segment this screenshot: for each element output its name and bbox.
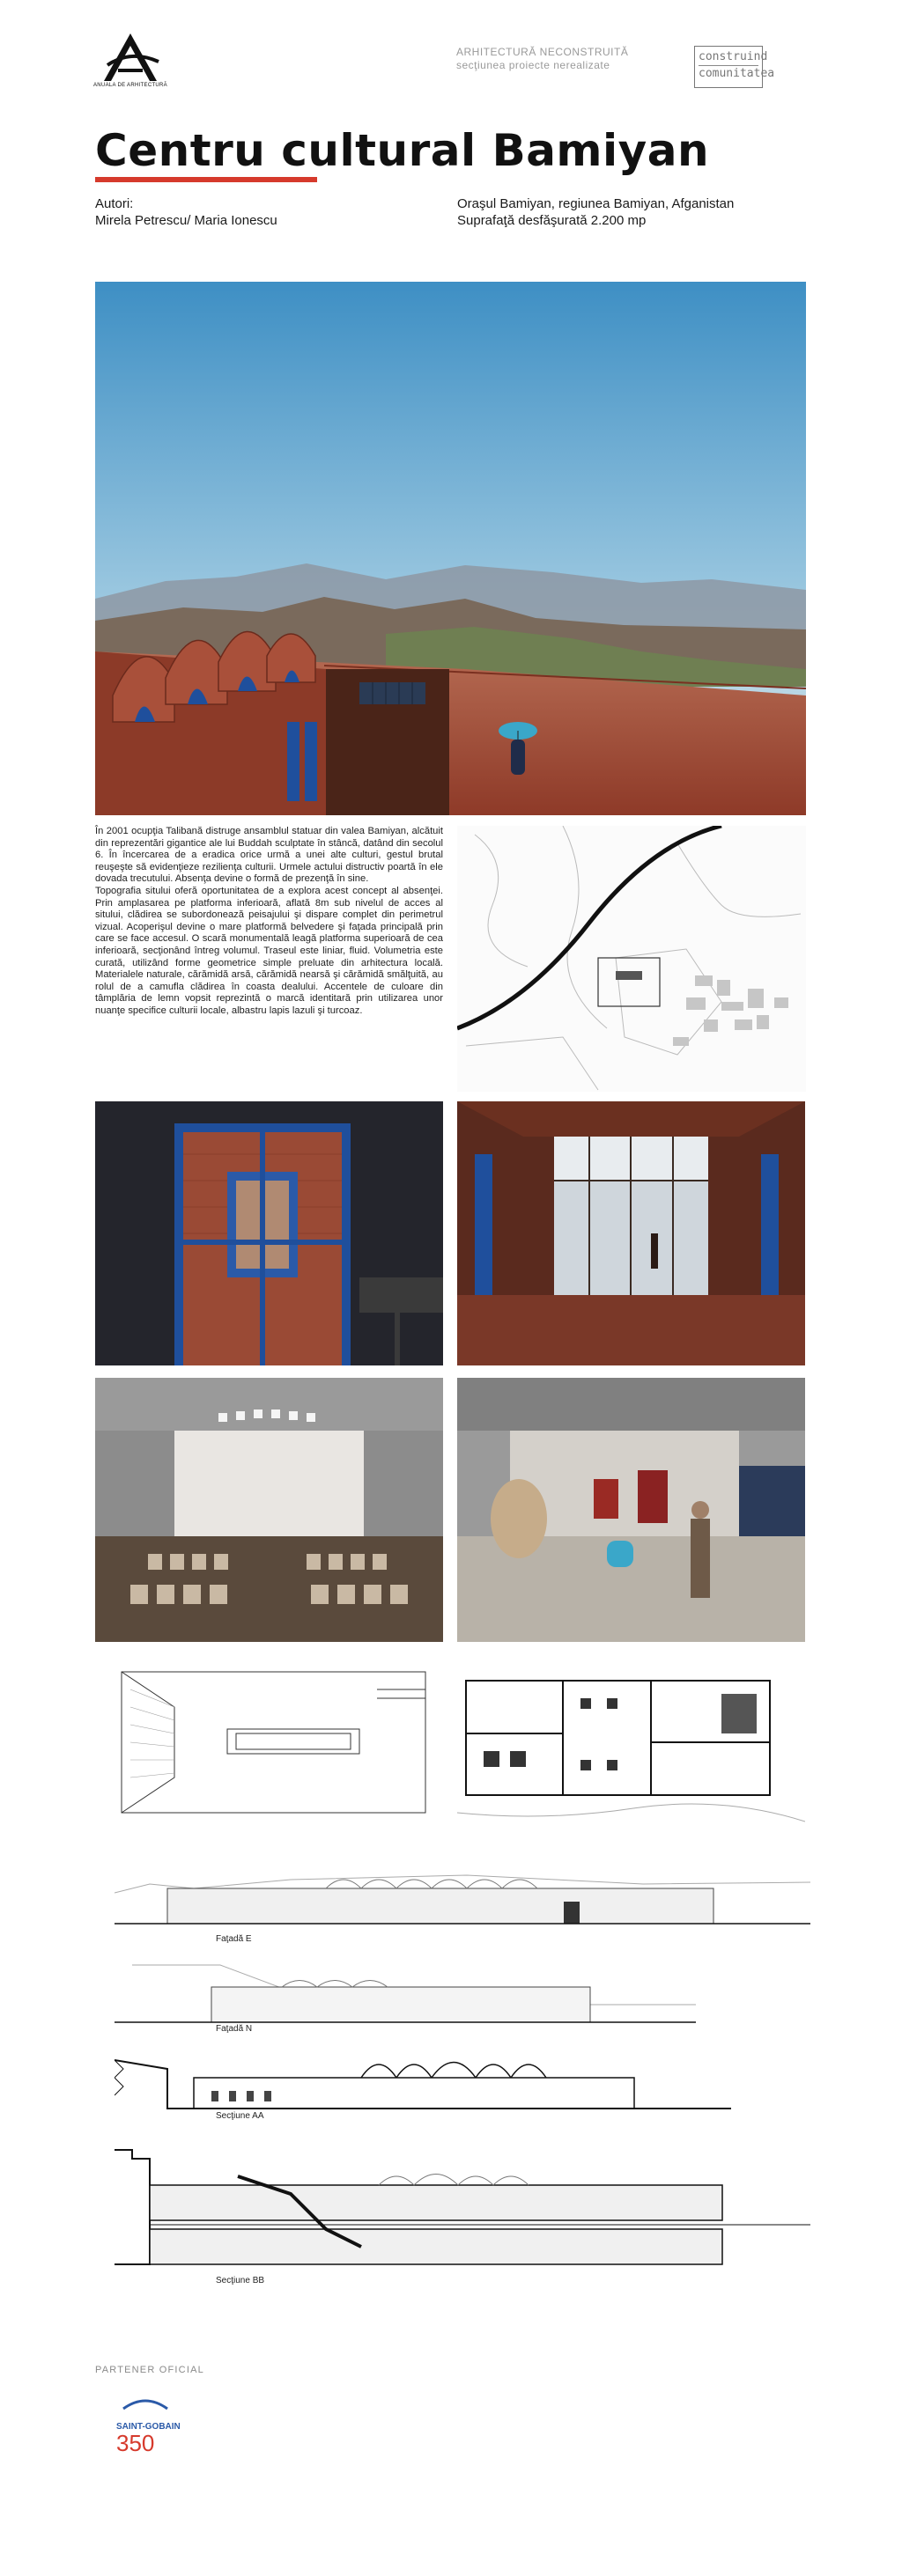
partner-label: PARTENER OFICIAL (95, 2365, 204, 2375)
interior-render-courtyard (457, 1101, 805, 1365)
section-line-1: ARHITECTURĂ NECONSTRUITĂ (456, 46, 629, 58)
authors-label: Autori: (95, 196, 134, 211)
section-aa (115, 2042, 810, 2113)
logo-caption: ANUALA DE ARHITECTURĂ (93, 83, 167, 88)
sg-anniversary-number: 350 (116, 2430, 155, 2456)
hero-render (95, 282, 806, 815)
section-note (456, 46, 628, 72)
description-paragraph-1: În 2001 ocupţia Talibană distruge ansamblul statuar din valea Bamiyan, alcătuit din reprezentări gigantice ale lui Buddah sculptate în stâncă, datând din secolul 6. În încercarea de a eradica orice urmă a unei alte culturi, gestul brutal reuşeşte să evidenţieze rezilienţa culturii. Urmele actului distructiv poartă în ele dovada trecutului. Absenţa devine o formă de prezenţă în sine. (95, 826, 443, 885)
project-description (95, 826, 443, 1018)
elevation-north (115, 1956, 810, 2027)
project-location: Oraşul Bamiyan, regiunea Bamiyan, Afganistan (457, 196, 735, 211)
authors-names: Mirela Petrescu/ Maria Ionescu (95, 213, 277, 228)
page-title: Centru cultural Bamiyan (95, 125, 710, 176)
cc-line-2: comunitatea (699, 67, 775, 80)
floor-plan (457, 1654, 805, 1835)
project-area: Suprafaţă desfăşurată 2.200 mp (457, 213, 647, 228)
site-plan (457, 826, 806, 1092)
label-section-bb: Secţiune BB (216, 2276, 265, 2285)
label-facade-e: Faţadă E (216, 1934, 252, 1944)
exhibition-render (457, 1378, 805, 1642)
auditorium-render (95, 1378, 443, 1642)
description-paragraph-2: Topografia sitului oferă oportunitatea de a explora acest concept al absenţei. Prin amplasarea pe platforma inferioară, aflată 8m sub nivelul de acces al sitului, clădirea se subordonează peisajului şi dispare complet din perimetrul vizual. Acoperişul devine o mare platformă belvedere şi faţada principală prin care se face accesul. O scară monumentală leagă platforma superioară de cea inferioară, secţionând întreg volumul. Traseul este liniar, fluid. Volumetria este curată, utilizând forme geometrice simple preluate din arhitectura locală. Materialele naturale, cărămidă arsă, cărămidă nearsă şi cărămidă smălţuită, au rolul de a camufla clădirea în coasta dealului. Accentele de culoare din tâmplăria de lemn vopsit reprezintă o marcă identitară prin utilizarea unor nuanţe specifice culturii locale, albastru lapis lazuli şi turcoaz. (95, 885, 443, 1016)
saint-gobain-logo (106, 2391, 203, 2456)
section-bb (115, 2141, 810, 2273)
label-section-aa: Secţiune AA (216, 2111, 264, 2121)
construind-comunitatea-logo (694, 46, 775, 88)
section-line-2: secţiunea proiecte nerealizate (456, 59, 610, 71)
sg-name: SAINT-GOBAIN (116, 2422, 181, 2432)
interior-render-doorway (95, 1101, 443, 1365)
cc-line-1: construind (699, 50, 768, 63)
label-facade-n: Faţadă N (216, 2024, 253, 2034)
title-underline (95, 177, 317, 182)
elevation-east (115, 1858, 810, 1937)
roof-plan (95, 1654, 443, 1835)
